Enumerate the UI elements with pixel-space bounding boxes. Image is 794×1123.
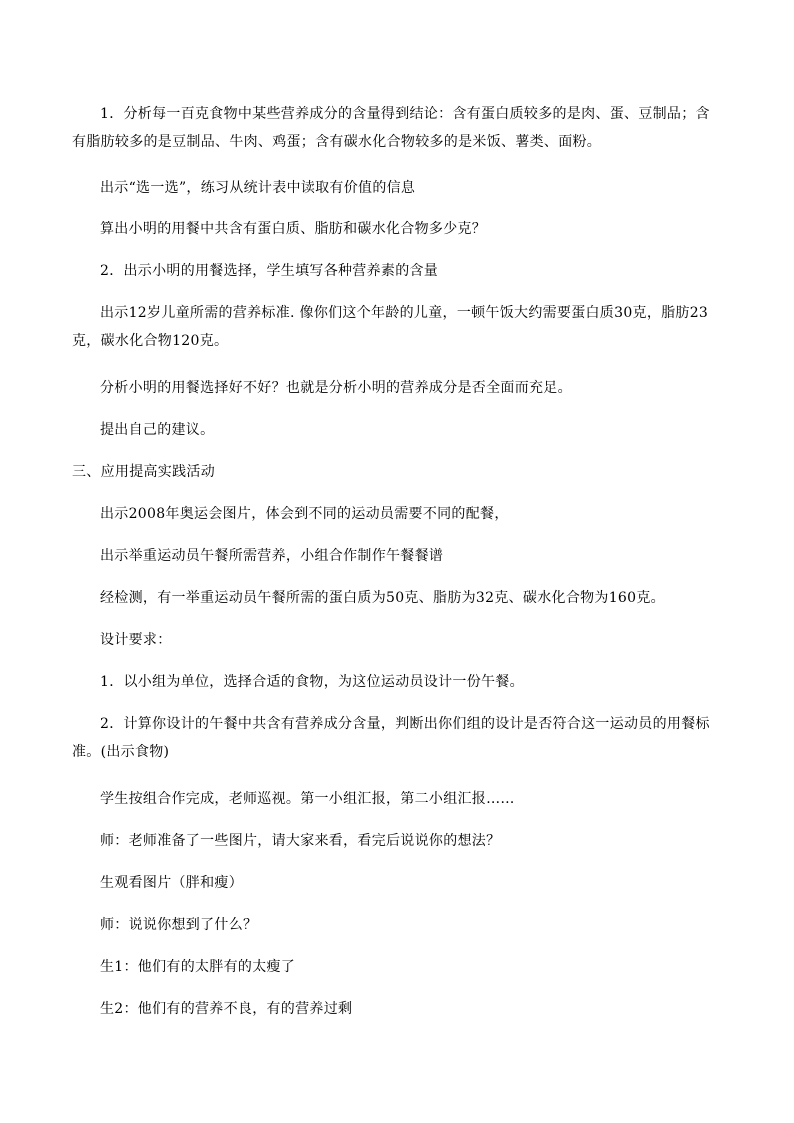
paragraph-suggestions: 提出自己的建议。 [100,422,215,438]
paragraph-weightlifter-menu: 出示举重运动员午餐所需营养，小组合作制作午餐餐谱 [100,548,444,564]
paragraph-test-results: 经检测，有一举重运动员午餐所需的蛋白质为50克、脂肪为32克、碳水化合物为160克。 [100,590,665,606]
paragraph-students-watch: 生观看图片（胖和瘦） [100,875,243,891]
paragraph-analyze-choice: 分析小明的用餐选择好不好？也就是分析小明的营养成分是否全面而充足。 [100,380,572,396]
paragraph-select-exercise: 出示“选一选”，练习从统计表中读取有价值的信息 [100,180,416,196]
paragraph-design-requirements: 设计要求： [100,632,172,648]
paragraph-requirement-2: 2．计算你设计的午餐中共含有营养成分含量，判断出你们组的设计是否符合这一运动员的用餐标准。(出示食物) [72,716,710,760]
paragraph-nutrition-standard: 出示12岁儿童所需的营养标准. 像你们这个年龄的儿童，一顿午饭大约需要蛋白质30克，脂肪23克，碳水化合物120克。 [72,305,709,349]
paragraph-group-report: 学生按组合作完成，老师巡视。第一小组汇报，第二小组汇报…… [100,791,515,807]
paragraph-meal-choice: 2．出示小明的用餐选择，学生填写各种营养素的含量 [100,263,439,279]
paragraph-student-1: 生1：他们有的太胖有的太瘦了 [100,959,296,975]
paragraph-student-2: 生2：他们有的营养不良，有的营养过剩 [100,1001,353,1017]
paragraph-olympics: 出示2008年奥运会图片，体会到不同的运动员需要不同的配餐， [100,506,509,522]
paragraph-analysis-conclusion: 1．分析每一百克食物中某些营养成分的含量得到结论：含有蛋白质较多的是肉、蛋、豆制品；含有脂肪较多的是豆制品、牛肉、鸡蛋；含有碳水化合物较多的是米饭、薯类、面粉。 [72,106,710,150]
paragraph-calculate-nutrients: 算出小明的用餐中共含有蛋白质、脂肪和碳水化合物多少克？ [100,221,487,237]
paragraph-requirement-1: 1．以小组为单位，选择合适的食物，为这位运动员设计一份午餐。 [100,674,524,690]
paragraph-teacher-pictures: 师：老师准备了一些图片，请大家来看，看完后说说你的想法？ [100,833,501,849]
paragraph-teacher-question: 师：说说你想到了什么？ [100,917,258,933]
section-heading-application: 三、应用提高实践活动 [72,464,215,480]
